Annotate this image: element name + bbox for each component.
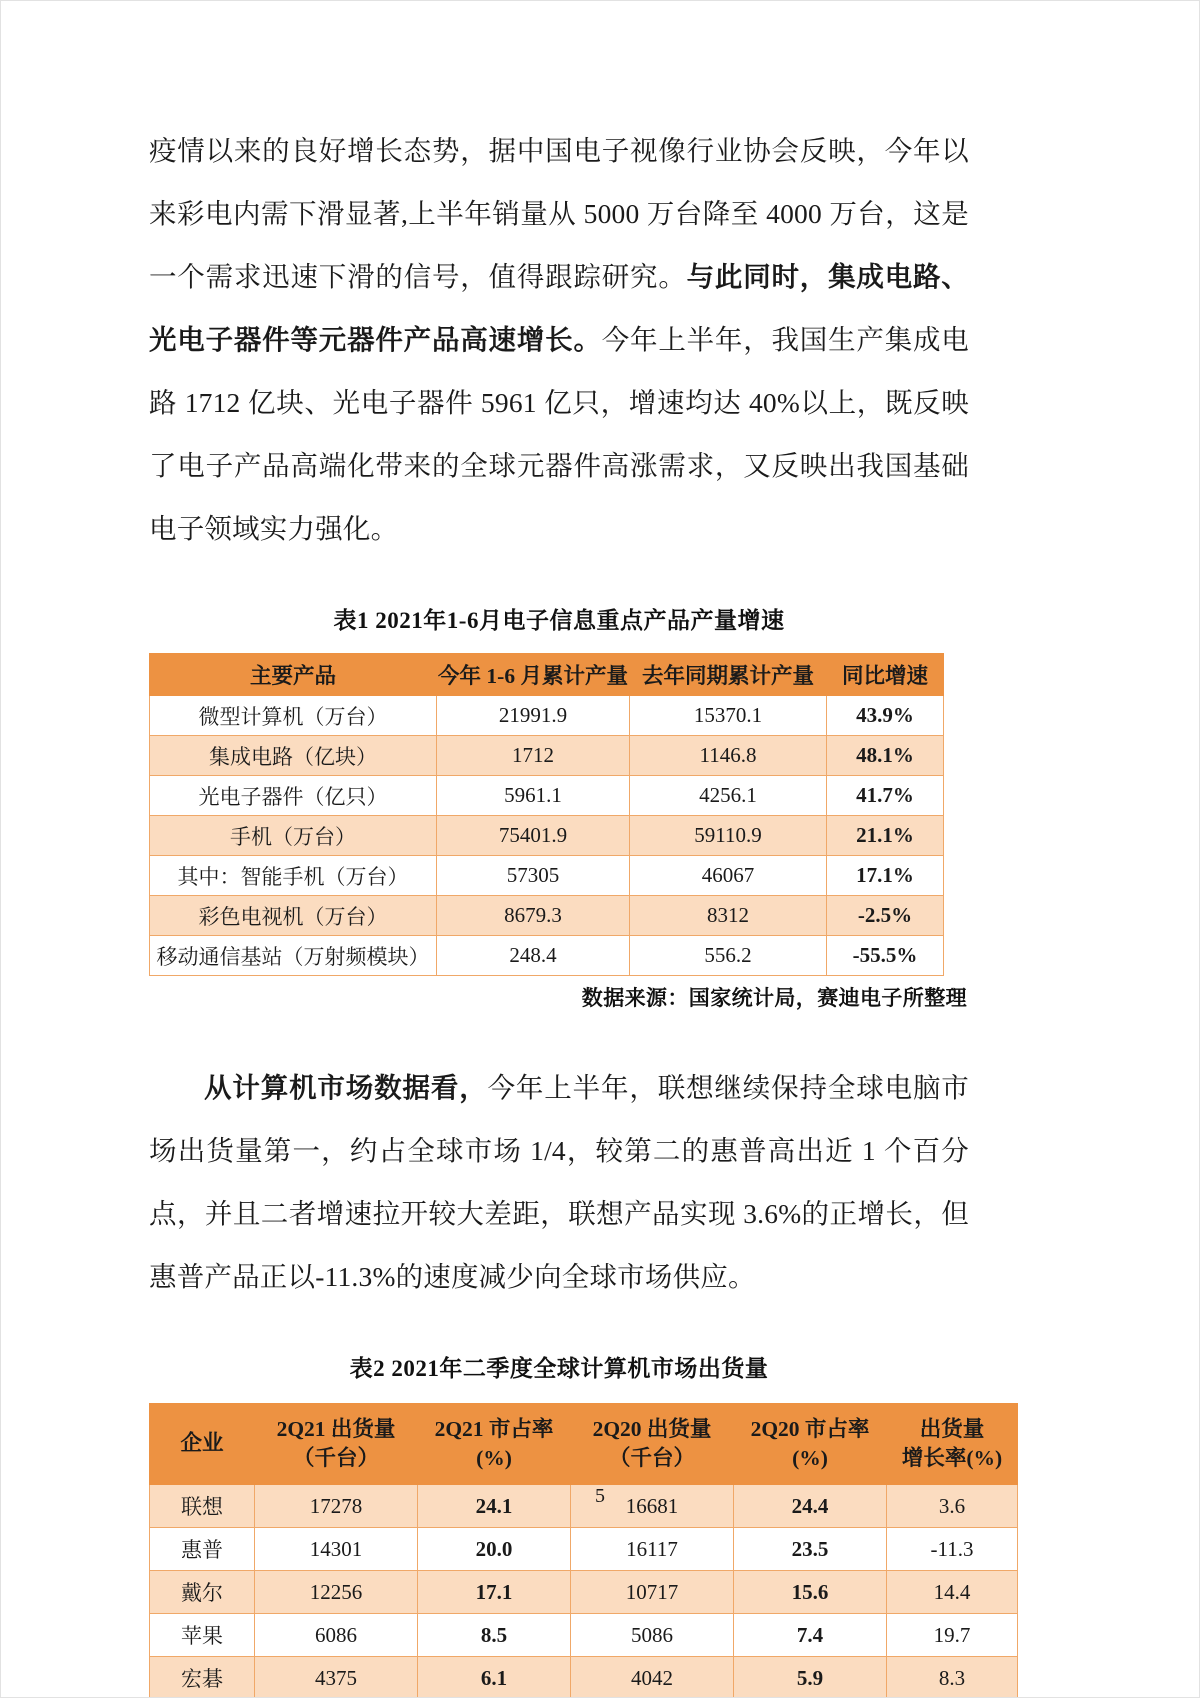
header-line-2: 增长率(%): [901, 1446, 1003, 1470]
table-2-cell-2q21-share: 20.0: [418, 1528, 571, 1571]
table-2-cell-2q20-share: 5.9: [734, 1657, 887, 1698]
table-2-cell-2q21-share: 24.1: [418, 1485, 571, 1528]
table-2-cell-2q20-shipments: 16681: [571, 1485, 734, 1528]
header-line-2: （千台）: [292, 1446, 379, 1470]
table-row: [150, 816, 944, 856]
table-2-cell-2q21-shipments: 6086: [255, 1614, 418, 1657]
table-1-cell-current: 248.4: [437, 936, 630, 976]
table-2-cell-2q20-share: 15.6: [734, 1571, 887, 1614]
table-row: [150, 1571, 1018, 1614]
table-1-cell-growth: 17.1%: [827, 856, 944, 896]
table-row: [150, 856, 944, 896]
table-1-cell-prior: 46067: [630, 856, 827, 896]
table-1-cell-prior: 8312: [630, 896, 827, 936]
table-2-cell-2q21-shipments: 17278: [255, 1485, 418, 1528]
header-line-1: 2Q20 市占率: [750, 1416, 870, 1441]
table-1-cell-growth: 48.1%: [827, 736, 944, 776]
page-number: 5: [595, 1485, 605, 1507]
table-row: [150, 936, 944, 976]
table-2-cell-company: 宏碁: [150, 1657, 255, 1698]
table-2-cell-2q21-share: 6.1: [418, 1657, 571, 1698]
table-1-header: [150, 654, 944, 696]
paragraph-2-segment-1-bold: 从计算机市场数据看，: [204, 1072, 488, 1103]
paragraph-1-segment-2-bold: 与此同时，集成电路、光电子器件等元器件产品高速增长。: [149, 261, 969, 355]
table-1-cell-product: 彩色电视机（万台）: [150, 896, 437, 936]
table-2-cell-growth-rate: 3.6: [887, 1485, 1018, 1528]
table-row: [150, 696, 944, 736]
table-row: [150, 1657, 1018, 1698]
table-2-cell-2q20-shipments: 10717: [571, 1571, 734, 1614]
table-2-cell-2q21-share: 17.1: [418, 1571, 571, 1614]
table-1-cell-growth: -2.5%: [827, 896, 944, 936]
table-2-header: [150, 1404, 1018, 1485]
table-2-cell-growth-rate: 14.4: [887, 1571, 1018, 1614]
table-2-cell-growth-rate: -11.3: [887, 1528, 1018, 1571]
table-1-production-growth: [149, 653, 944, 976]
table-2-cell-2q21-shipments: 12256: [255, 1571, 418, 1614]
table-2-cell-growth-rate: 8.3: [887, 1657, 1018, 1698]
table-2-cell-company: 戴尔: [150, 1571, 255, 1614]
paragraph-1-segment-3: 今年上半年，我国生产集成电路 1712 亿块、光电子器件 5961 亿只，增速均达 40%以上，既反映了电子产品高端化带来的全球元器件高涨需求，又反映出我国基础电子领域实力强化。: [149, 324, 969, 544]
table-2-col-header-company: [150, 1404, 255, 1485]
table-row: [150, 776, 944, 816]
table-row: [150, 896, 944, 936]
table-2-col-header-2q21-share: [418, 1404, 571, 1485]
table-2-cell-growth-rate: 19.7: [887, 1614, 1018, 1657]
table-1-col-header-yoy-growth: 同比增速: [827, 654, 944, 696]
table-2-col-header-growth-rate: [887, 1404, 1018, 1485]
table-1-cell-current: 8679.3: [437, 896, 630, 936]
table-2-cell-2q20-shipments: 5086: [571, 1614, 734, 1657]
table-2-cell-2q20-share: 24.4: [734, 1485, 887, 1528]
paragraph-body-1: [149, 119, 969, 560]
table-2-cell-2q20-share: 23.5: [734, 1528, 887, 1571]
table-1-cell-growth: 43.9%: [827, 696, 944, 736]
table-1-cell-prior: 4256.1: [630, 776, 827, 816]
table-row-header: [150, 1404, 1018, 1485]
table-2-cell-company: 联想: [150, 1485, 255, 1528]
table-row: [150, 1528, 1018, 1571]
table-1-cell-product: 手机（万台）: [150, 816, 437, 856]
header-line-1: 2Q20 出货量: [592, 1416, 712, 1441]
header-line-1: 企业: [180, 1431, 224, 1456]
table-1-cell-current: 21991.9: [437, 696, 630, 736]
table-1-cell-growth: -55.5%: [827, 936, 944, 976]
table-1-cell-prior: 556.2: [630, 936, 827, 976]
table-2-col-header-2q20-shipments: [571, 1404, 734, 1485]
table-2-cell-2q21-shipments: 4375: [255, 1657, 418, 1698]
table-2-cell-2q20-share: 7.4: [734, 1614, 887, 1657]
table-1-body: [150, 696, 944, 976]
table-2-cell-company: 惠普: [150, 1528, 255, 1571]
header-line-1: 出货量: [919, 1416, 985, 1441]
table-2-cell-2q20-shipments: 16117: [571, 1528, 734, 1571]
table-1-caption: 表1 2021年1-6月电子信息重点产品产量增速: [333, 608, 785, 633]
table-1-cell-product: 集成电路（亿块）: [150, 736, 437, 776]
header-line-2: （千台）: [608, 1446, 695, 1470]
header-line-1: 2Q21 出货量: [276, 1416, 396, 1441]
table-2-cell-2q21-share: 8.5: [418, 1614, 571, 1657]
paragraph-body-2: [149, 1056, 969, 1308]
paragraph-2-segment-2: 今年上半年，联想继续保持全球电脑市场出货量第一，约占全球市场 1/4，较第二的惠普高出近 1 个百分点，并且二者增速拉开较大差距，联想产品实现 3.6%的正增长，但惠普产品正以-11.3%的速度减少向全球市场供应。: [149, 1072, 969, 1292]
table-row: [150, 736, 944, 776]
table-row-header: [150, 654, 944, 696]
header-line-2: (%): [792, 1446, 828, 1470]
table-1-cell-current: 1712: [437, 736, 630, 776]
table-1-source-note: 数据来源：国家统计局，赛迪电子所整理: [581, 986, 967, 1010]
paragraph-1-segment-1: 疫情以来的良好增长态势，据中国电子视像行业协会反映，今年以来彩电内需下滑显著,上半年销量从 5000 万台降至 4000 万台，这是一个需求迅速下滑的信号，值得跟踪研究。: [149, 135, 969, 292]
table-1-col-header-current-output: 今年 1-6 月累计产量: [437, 654, 630, 696]
table-1-cell-product: 光电子器件（亿只）: [150, 776, 437, 816]
table-1-cell-product: 微型计算机（万台）: [150, 696, 437, 736]
table-1-cell-current: 57305: [437, 856, 630, 896]
table-2-cell-company: 苹果: [150, 1614, 255, 1657]
table-1-cell-prior: 59110.9: [630, 816, 827, 856]
table-2-cell-2q20-shipments: 4042: [571, 1657, 734, 1698]
table-1-cell-current: 5961.1: [437, 776, 630, 816]
table-2-cell-2q21-shipments: 14301: [255, 1528, 418, 1571]
table-1-col-header-product: 主要产品: [150, 654, 437, 696]
table-2-body: [150, 1485, 1018, 1698]
table-1-col-header-prior-output: 去年同期累计产量: [630, 654, 827, 696]
table-1-cell-product: 其中：智能手机（万台）: [150, 856, 437, 896]
table-1-cell-growth: 21.1%: [827, 816, 944, 856]
table-1-cell-growth: 41.7%: [827, 776, 944, 816]
header-line-1: 2Q21 市占率: [434, 1416, 554, 1441]
table-1-cell-product: 移动通信基站（万射频模块）: [150, 936, 437, 976]
table-1-cell-current: 75401.9: [437, 816, 630, 856]
table-row: [150, 1614, 1018, 1657]
table-2-pc-shipments: [149, 1403, 1018, 1698]
table-2-col-header-2q21-shipments: [255, 1404, 418, 1485]
header-line-2: (%): [476, 1446, 512, 1470]
table-1-cell-prior: 15370.1: [630, 696, 827, 736]
page-content: [149, 119, 1003, 1698]
table-1-cell-prior: 1146.8: [630, 736, 827, 776]
table-2-caption: 表2 2021年二季度全球计算机市场出货量: [349, 1356, 769, 1381]
table-2-col-header-2q20-share: [734, 1404, 887, 1485]
